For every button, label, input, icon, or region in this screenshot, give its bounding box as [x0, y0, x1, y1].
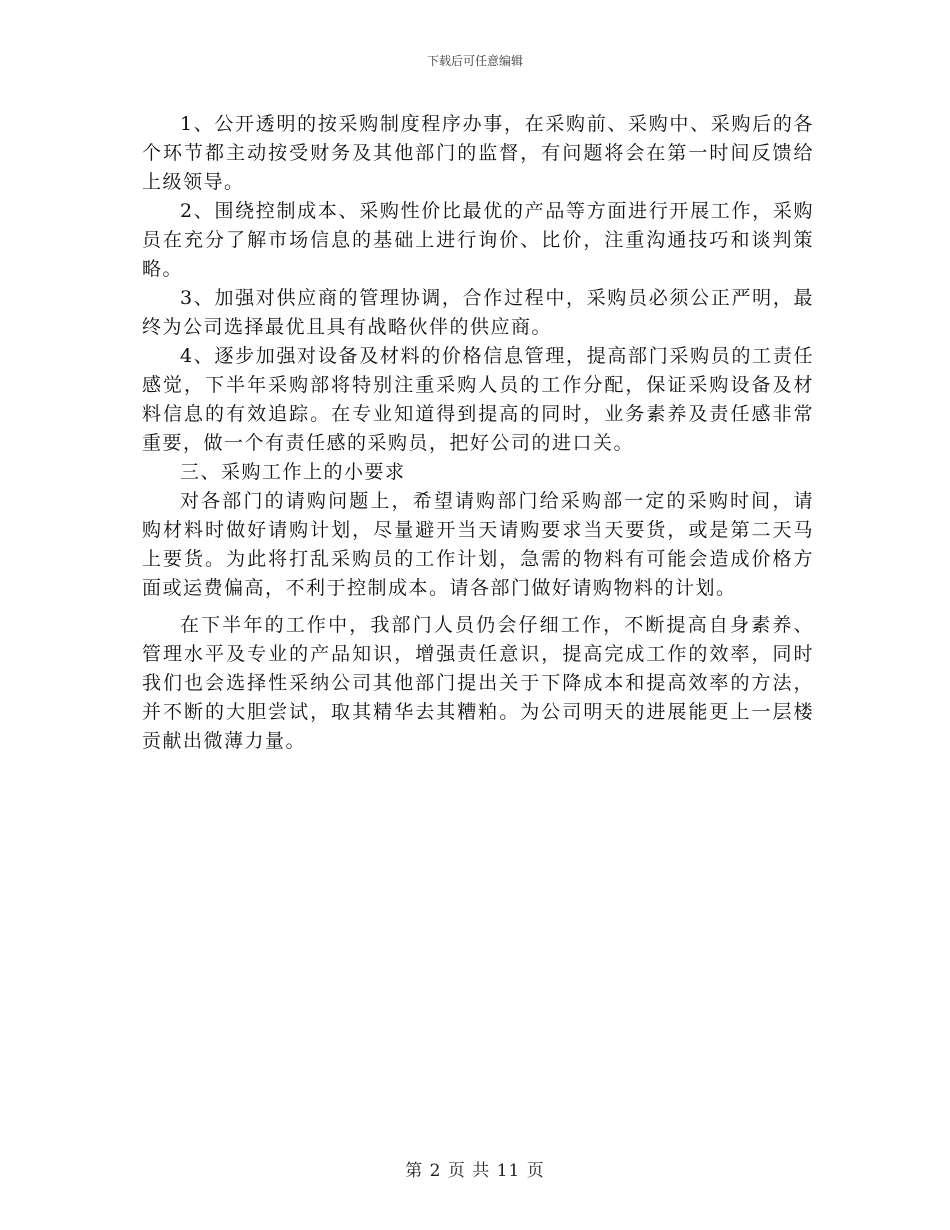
document-body — [142, 110, 814, 756]
paragraph-item-2: 2、围绕控制成本、采购性价比最优的产品等方面进行开展工作，采购员在充分了解市场信息的基础上进行询价、比价，注重沟通技巧和谈判策略。 — [142, 200, 814, 280]
section-heading: 三、采购工作上的小要求 — [180, 461, 406, 483]
paragraph-item-3: 3、加强对供应商的管理协调，合作过程中，采购员必须公正严明，最终为公司选择最优且具有战略伙伴的供应商。 — [142, 287, 814, 338]
paragraph-conclusion: 在下半年的工作中，我部门人员仍会仔细工作，不断提高自身素养、管理水平及专业的产品知识，增强责任意识，提高完成工作的效率，同时我们也会选择性采纳公司其他部门提出关于下降成本和提高效率的方法，并不断的大胆尝试，取其精华去其糟粕。为公司明天的进展能更上一层楼贡献出微薄力量。 — [142, 614, 814, 752]
page-header: 下载后可任意编辑 — [426, 54, 523, 68]
page-number: 第 2 页 共 11 页 — [405, 1161, 545, 1181]
paragraph-item-4: 4、逐步加强对设备及材料的价格信息管理，提高部门采购员的工责任感觉，下半年采购部将特别注重采购人员的工作分配，保证采购设备及材料信息的有效追踪。在专业知道得到提高的同时，业务素养及责任感非常重要，做一个有责任感的采购员，把好公司的进口关。 — [142, 345, 814, 454]
paragraph-requirements: 对各部门的请购问题上，希望请购部门给采购部一定的采购时间，请购材料时做好请购计划，尽量避开当天请购要求当天要货，或是第二天马上要货。为此将打乱采购员的工作计划，急需的物料有可能会造成价格方面或运费偏高，不利于控制成本。请各部门做好请购物料的计划。 — [142, 490, 814, 599]
paragraph-item-1: 1、公开透明的按采购制度程序办事，在采购前、采购中、采购后的各个环节都主动按受财务及其他部门的监督，有问题将会在第一时间反馈给上级领导。 — [142, 113, 814, 193]
